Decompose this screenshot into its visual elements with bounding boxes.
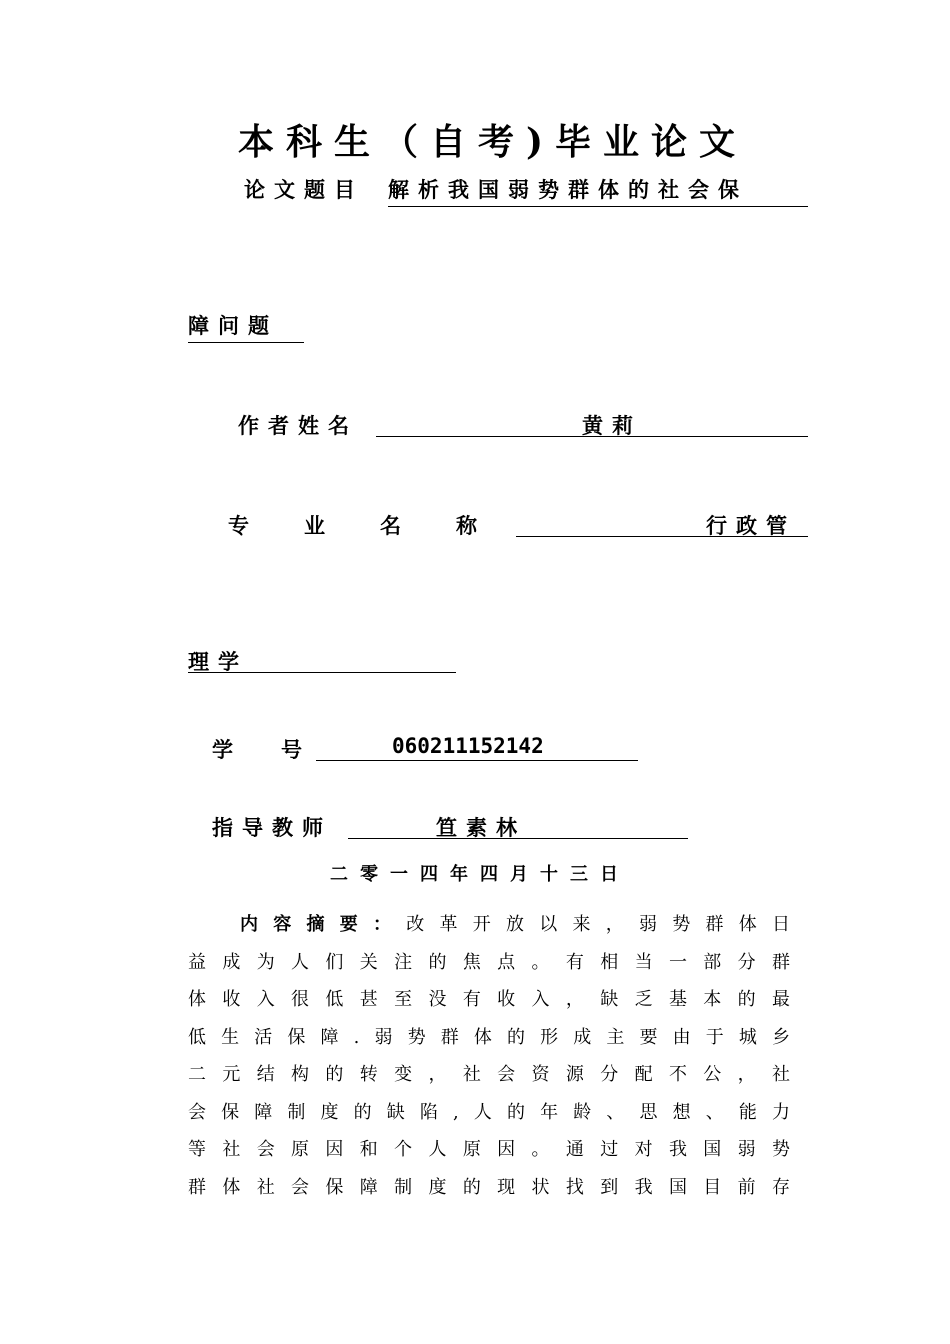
advisor-label: 指导教师 [212,815,332,840]
advisor-value: 笪素林 [436,815,526,840]
major-value-line1: 行政管 [706,513,796,538]
document-title: 本科生（自考)毕业论文 [238,121,748,163]
abstract-line: 体收入很低甚至没有收入，缺乏基本的最 [188,989,794,1010]
major-label-char: 专 [228,513,249,538]
topic-value-line2: 障问题 [188,310,304,343]
abstract-line: 会保障制度的缺陷,人的年龄、思想、能力 [188,1101,794,1123]
major-value-line2: 理学 [188,646,456,673]
abstract-line: 群体社会保障制度的现状找到我国目前存 [188,1176,794,1198]
student-id-label-char: 号 [281,737,302,762]
document-date: 二零一四年四月十三日 [330,864,630,885]
topic-value-line1: 解析我国弱势群体的社会保 [388,174,808,207]
author-label: 作者姓名 [238,413,358,438]
major-label-char: 名 [380,513,401,538]
abstract [188,906,794,1206]
abstract-line-text: 改革开放以来，弱势群体日 [406,914,794,935]
abstract-line: 益成为人们关注的焦点。有相当一部分群 [188,951,794,973]
author-value: 黄莉 [582,413,642,438]
major-label-char: 称 [456,513,477,538]
abstract-line: 等社会原因和个人原因。通过对我国弱势 [188,1139,794,1160]
abstract-line: 低生活保障.弱势群体的形成主要由于城乡 [188,1026,794,1048]
topic-label: 论文题目 [244,177,364,202]
major-label-char: 业 [304,513,325,538]
abstract-line: 二元结构的转变，社会资源分配不公，社 [188,1064,794,1085]
abstract-line [188,906,794,944]
student-id-value: 060211152142 [392,734,544,758]
abstract-heading: 内容摘要： [240,914,407,935]
major-label [228,510,532,540]
student-id-label-char: 学 [212,737,233,762]
